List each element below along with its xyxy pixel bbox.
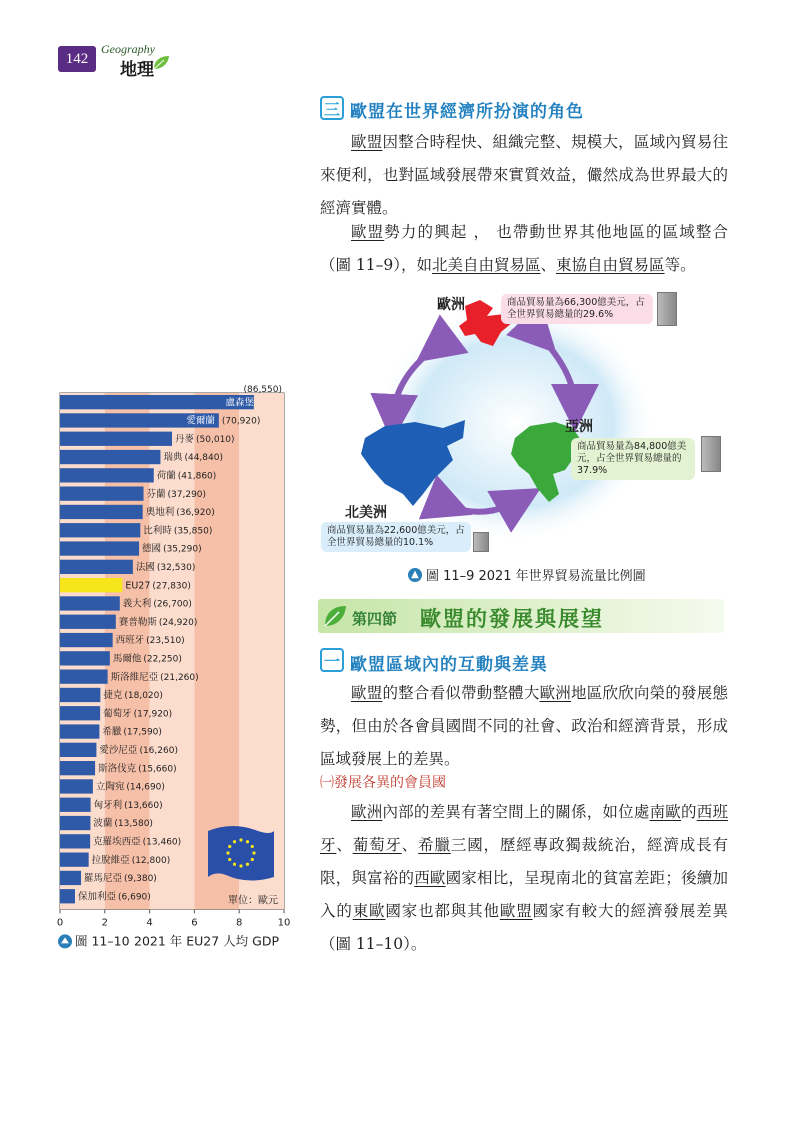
paragraph-member-states	[320, 796, 728, 961]
gdp-bar-chart	[56, 385, 291, 949]
trade-flow-map	[315, 288, 735, 558]
term-eu: 歐盟	[351, 223, 385, 241]
paragraph-text: 的整合看似帶動整體大	[382, 684, 540, 702]
flag-star	[251, 845, 254, 848]
value-label: (9,380)	[124, 874, 157, 885]
paragraph-text: 因整合時程快、組織完整、規模大，區域內貿易往來便利，也對區域發展帶來實質效益，儼然成為世界最大的經濟實體。	[320, 133, 728, 217]
bar	[60, 523, 140, 537]
x-tick-label: 10	[277, 917, 291, 929]
bar	[60, 670, 108, 684]
bar	[60, 761, 95, 775]
bar	[60, 560, 133, 574]
label-north-america: 北美洲	[345, 505, 387, 521]
bar-label: 匈牙利	[93, 799, 123, 811]
bar-label: 法國	[135, 562, 155, 573]
value-label: (26,700)	[153, 599, 192, 610]
flag-star	[228, 845, 231, 848]
map-caption	[408, 565, 646, 584]
term-europe: 歐洲	[539, 684, 572, 702]
bar-label: 瑞典	[163, 452, 183, 464]
x-tick-label: 2	[101, 917, 108, 929]
term-south-europe: 南歐	[649, 803, 682, 821]
bar-stack-icon	[657, 292, 677, 326]
bar	[60, 871, 81, 885]
caption-text: 2021 年世界貿易流量比例圖	[478, 569, 646, 584]
x-tick-label: 0	[56, 917, 64, 929]
arrow-up-icon: ▲	[408, 568, 422, 582]
value-label: (44,840)	[184, 453, 223, 464]
value-label: (12,800)	[131, 855, 171, 866]
term-eu: 歐盟	[351, 684, 383, 702]
value-label: (21,260)	[160, 672, 199, 683]
paragraph-text: 的	[681, 803, 697, 821]
paragraph-eu-economy	[320, 126, 728, 225]
paragraph-text: 內部的差異有著空間上的關係，如位處	[382, 803, 650, 821]
bar	[60, 779, 93, 793]
paragraph-text: 勢力的興起 ， 也帶動世界其他地區的區域整合（圖 11–9），如	[320, 223, 728, 274]
x-tick-label: 4	[146, 917, 153, 929]
value-label: (6,690)	[118, 892, 151, 903]
bar	[60, 834, 90, 848]
geography-word: Geography	[101, 42, 155, 56]
value-label: (37,290)	[167, 489, 207, 500]
bar	[60, 432, 172, 446]
value-label: (23,510)	[146, 636, 185, 647]
bar	[60, 889, 75, 903]
term-eu: 歐盟	[351, 133, 383, 151]
bar-label: 奧地利	[145, 507, 175, 519]
section-title-eu-role: 歐盟在世界經濟所扮演的角色	[350, 102, 584, 122]
value-label: (50,010)	[196, 434, 235, 445]
bar-label: 西班牙	[115, 635, 145, 647]
chapter-label: 第四節	[352, 610, 398, 628]
bar	[60, 724, 99, 738]
bar-label: 羅馬尼亞	[84, 873, 123, 885]
value-label: (13,660)	[124, 800, 163, 811]
eu-flag-icon	[208, 826, 274, 881]
value-label: (70,920)	[221, 416, 261, 427]
bar-label: 斯洛維尼亞	[110, 671, 159, 683]
bar-label: 捷克	[103, 690, 123, 702]
value-label: (32,530)	[156, 563, 196, 573]
value-label: (17,590)	[123, 727, 162, 738]
value-label: (35,850)	[173, 526, 213, 537]
bar	[60, 706, 100, 720]
bar	[60, 816, 90, 830]
term-west-europe: 西歐	[414, 869, 446, 887]
bar-label: 葡萄牙	[103, 708, 132, 720]
value-label: (15,660)	[138, 764, 177, 775]
bar-label: 義大利	[122, 598, 152, 610]
page-number: 142	[58, 46, 96, 72]
bar-stack-icon	[701, 436, 721, 472]
bar-label: 丹麥	[175, 433, 195, 445]
paragraph-text: 、	[540, 256, 557, 274]
paragraph-text: 國家也都與其他	[385, 902, 500, 920]
bar-label: 保加利亞	[77, 891, 117, 903]
value-label: (16,260)	[139, 746, 178, 756]
chapter-title: 歐盟的發展與展望	[420, 607, 604, 631]
bar-label: 馬爾他	[112, 653, 142, 665]
bar-label: 盧森堡	[225, 397, 254, 409]
chart-caption-title: 2021 年 EU27 人均 GDP	[134, 933, 280, 949]
bar-label: 比利時	[143, 525, 172, 537]
caption-label: 圖 11–9	[426, 569, 475, 584]
x-tick-label: 8	[236, 917, 243, 929]
value-label: (13,580)	[114, 819, 153, 830]
bar-label: 愛爾蘭	[186, 415, 215, 427]
paragraph-text: 、	[336, 836, 353, 854]
europe-info-box: 商品貿易量為66,300億美元，占全世界貿易總量的29.6%	[501, 294, 653, 324]
bar	[60, 578, 122, 592]
asia-info-box: 商品貿易量為84,800億美元，占全世界貿易總量的37.9%	[571, 438, 695, 480]
paragraph-text: 國家有較大的經濟發展差異（圖 11–10）。	[320, 902, 728, 953]
flag-star	[233, 840, 236, 843]
flag-star	[252, 851, 255, 854]
chart-caption-label: 圖 11–10	[75, 933, 130, 949]
leaf-icon	[322, 603, 348, 629]
bar	[60, 450, 160, 464]
label-asia: 亞洲	[565, 419, 593, 435]
bar-label: 克羅埃西亞	[93, 836, 141, 848]
term-asean-fta: 東協自由貿易區	[556, 256, 665, 274]
section-title-interaction: 歐盟區域內的互動與差異	[350, 655, 548, 675]
subject-title: 地理	[120, 60, 154, 80]
value-label: (86,550)	[243, 385, 282, 395]
value-label: (18,020)	[124, 691, 163, 702]
bar	[60, 487, 144, 501]
bar-label: 賽普勒斯	[118, 616, 157, 628]
flag-star	[228, 858, 231, 861]
bar-label: 芬蘭	[146, 488, 166, 500]
flag-star	[233, 863, 236, 866]
label-europe: 歐洲	[437, 297, 465, 313]
bar	[60, 596, 120, 610]
bar-label: 立陶宛	[95, 781, 125, 793]
paragraph-text: 等。	[664, 256, 696, 274]
paragraph-text: 、	[401, 836, 419, 854]
paragraph-text: 三國，歷經專政獨裁統治，經濟成長有限，與富裕的	[320, 836, 728, 887]
value-label: (36,920)	[176, 508, 215, 519]
bar	[60, 505, 143, 519]
term-greece: 希臘	[418, 836, 451, 854]
x-tick-label: 6	[191, 917, 198, 929]
paragraph-text: 地區欣欣向榮的發展態勢，但由於各會員國間不同的社會、政治和經濟背景，形成區域發展上的差異。	[320, 684, 728, 768]
unit-label: 單位：歐元	[228, 895, 278, 907]
bar-label: 斯洛伐克	[98, 763, 137, 775]
bar	[60, 688, 100, 702]
bar-label: 荷蘭	[156, 470, 176, 482]
bar	[60, 743, 96, 757]
value-label: (14,690)	[126, 782, 165, 793]
bar	[60, 468, 154, 482]
value-label: (41,860)	[177, 471, 217, 482]
value-label: (24,920)	[158, 617, 198, 628]
term-spain: 西班牙	[320, 803, 728, 854]
section-badge-three: 三	[320, 96, 344, 120]
term-portugal: 葡萄牙	[352, 836, 402, 854]
paragraph-regional-difference	[320, 677, 728, 776]
bar-label: 愛沙尼亞	[99, 745, 138, 756]
term-europe: 歐洲	[351, 803, 383, 821]
value-label: (27,830)	[152, 581, 191, 592]
bar	[60, 798, 91, 812]
bar	[60, 853, 89, 867]
flag-star	[239, 864, 242, 867]
flag-star	[239, 838, 242, 841]
paragraph-regional-integration	[320, 216, 728, 282]
value-label: (22,250)	[143, 654, 182, 665]
bar	[60, 615, 116, 629]
value-label: (35,290)	[163, 544, 202, 555]
bar-label: 德國	[142, 543, 162, 555]
flag-star	[251, 858, 254, 861]
bar-label: 拉脫維亞	[91, 854, 130, 866]
term-east-europe: 東歐	[352, 902, 386, 920]
value-label: (13,460)	[142, 837, 182, 848]
bar-label: EU27	[125, 580, 151, 592]
bar	[60, 541, 139, 555]
section-badge-one: 一	[320, 648, 344, 672]
term-eu: 歐盟	[499, 902, 533, 920]
bar-stack-icon	[473, 532, 489, 552]
flag-star	[226, 851, 229, 854]
bar-label: 波蘭	[93, 818, 113, 830]
leaf-icon	[152, 55, 170, 71]
paragraph-text: 國家相比，呈現南北的貧富差距；後續加入的	[320, 869, 728, 920]
bar-label: 希臘	[102, 726, 122, 738]
term-nafta: 北美自由貿易區	[432, 256, 541, 274]
bar	[60, 633, 113, 647]
north-america-info-box: 商品貿易量為22,600億美元，占全世界貿易總量的10.1%	[321, 522, 471, 552]
flag-star	[246, 840, 249, 843]
flag-star	[246, 863, 249, 866]
value-label: (17,920)	[133, 709, 173, 720]
sub-heading-member-states: ㈠發展各異的會員國	[320, 775, 446, 791]
bar	[60, 651, 110, 665]
